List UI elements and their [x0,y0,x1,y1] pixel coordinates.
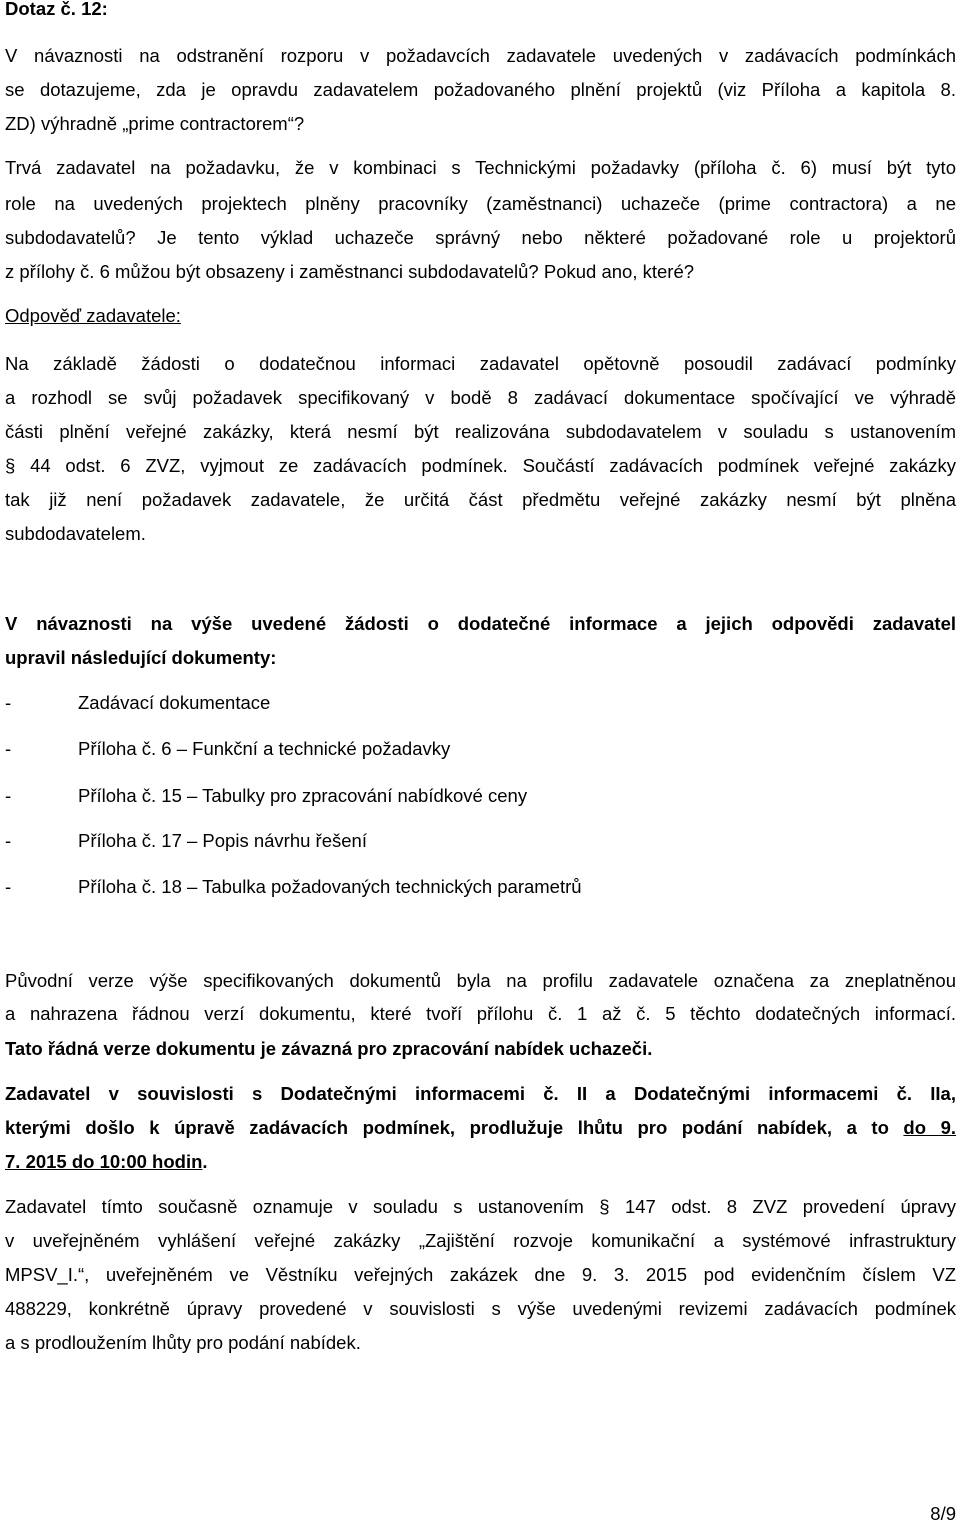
deadline-line [5,1117,956,1139]
question-line: se dotazujeme, zda je opravdu zadavatelem požadovaného plnění projektů (viz Příloha a kapitola 8. [5,79,956,100]
deadline-line [5,1151,956,1173]
deadline-text: . [202,1151,208,1172]
answer-line: § 44 odst. 6 ZVZ, vyjmout ze zadávacích podmínek. Součástí zadávacích podmínek veřejné zakázky [5,455,956,476]
list-item-text: Zadávací dokumentace [78,692,271,713]
question-line: role na uvedených projektech plněny pracovníky (zaměstnanci) uchazeče (prime contractora) a ne [5,193,956,214]
list-item-text: Příloha č. 18 – Tabulka požadovaných technických parametrů [78,876,582,897]
question-line: subdodavatelů? Je tento výklad uchazeče správný nebo některé požadované role u projektorů [5,227,956,248]
page-number: 8/9 [930,1503,956,1524]
list-item-text: Příloha č. 17 – Popis návrhu řešení [78,830,367,851]
question-line: ZD) výhradně „prime contractorem“? [5,113,305,134]
original-version-bold-line: Tato řádná verze dokumentu je závazná pro zpracování nabídek uchazeči. [5,1038,653,1059]
list-bullet: - [5,738,12,759]
announcement-line: Zadavatel tímto současně oznamuje v souladu s ustanovením § 147 odst. 8 ZVZ provedení úpravy [5,1196,956,1217]
question-title: Dotaz č. 12: [5,0,108,19]
list-item-text: Příloha č. 6 – Funkční a technické požadavky [78,738,451,759]
answer-line: subdodavatelem. [5,523,146,544]
modified-docs-intro: V návaznosti na výše uvedené žádosti o dodatečné informace a jejich odpovědi zadavatel [5,613,956,634]
list-bullet: - [5,785,12,806]
question-line: V návaznosti na odstranění rozporu v požadavcích zadavatele uvedených v zadávacích podmínkách [5,45,956,66]
answer-line: tak již není požadavek zadavatele, že určitá část předmětu veřejné zakázky nesmí být plněna [5,489,956,510]
question-line: Trvá zadavatel na požadavku, že v kombinaci s Technickými požadavky (příloha č. 6) musí být tyto [5,157,956,178]
original-version-line: a nahrazena řádnou verzí dokumentu, které tvoří přílohu č. 1 až č. 5 těchto dodatečných informací. [5,1003,956,1024]
announcement-line: a s prodloužením lhůty pro podání nabídek. [5,1332,361,1353]
list-bullet: - [5,876,12,897]
list-bullet: - [5,692,12,713]
modified-docs-intro: upravil následující dokumenty: [5,647,277,668]
list-bullet: - [5,830,12,851]
original-version-line: Původní verze výše specifikovaných dokumentů byla na profilu zadavatele označena za zneplatněnou [5,970,956,991]
announcement-line: 488229, konkrétně úpravy provedené v souvislosti s výše uvedenými revizemi zadávacích podmínek [5,1298,956,1319]
deadline-text: kterými došlo k úpravě zadávacích podmínek, prodlužuje lhůtu pro podání nabídek, a to [5,1117,904,1138]
answer-heading: Odpověď zadavatele: [5,305,181,326]
deadline-date: do 9. [903,1117,957,1138]
deadline-line: Zadavatel v souvislosti s Dodatečnými informacemi č. II a Dodatečnými informacemi č. IIa, [5,1083,956,1104]
announcement-line: MPSV_I.“, uveřejněném ve Věstníku veřejných zakázek dne 9. 3. 2015 pod evidenčním číslem VZ [5,1264,956,1285]
answer-line: a rozhodl se svůj požadavek specifikovaný v bodě 8 zadávací dokumentace spočívající ve výhradě [5,387,956,408]
question-line: z přílohy č. 6 můžou být obsazeny i zaměstnanci subdodavatelů? Pokud ano, které? [5,261,695,282]
deadline-date: 7. 2015 do 10:00 hodin [5,1151,203,1172]
announcement-line: v uveřejněném vyhlášení veřejné zakázky „Zajištění rozvoje komunikační a systémové infrastruktury [5,1230,956,1251]
list-item-text: Příloha č. 15 – Tabulky pro zpracování nabídkové ceny [78,785,528,806]
answer-line: Na základě žádosti o dodatečnou informaci zadavatel opětovně posoudil zadávací podmínky [5,353,956,374]
answer-line: části plnění veřejné zakázky, která nesmí být realizována subdodavatelem v souladu s ustanovením [5,421,956,442]
